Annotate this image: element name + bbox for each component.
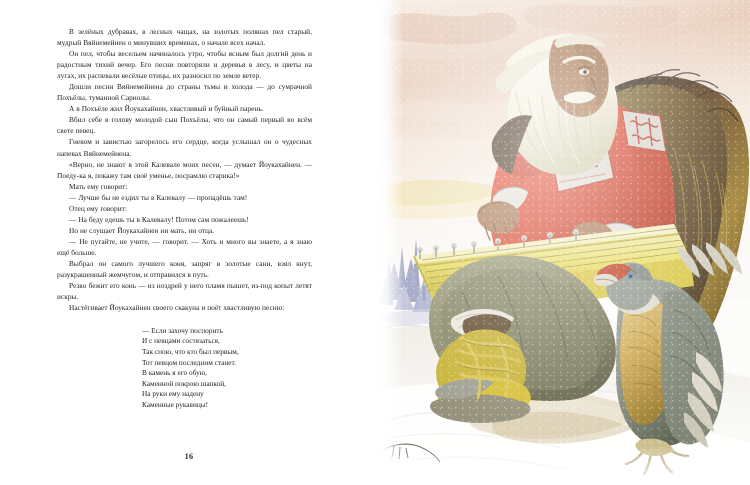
verse-line: В камень я его обую,: [142, 368, 207, 378]
verse-line: На руки ему надену: [142, 389, 204, 399]
body-text-column: [57, 26, 312, 410]
verse-line: Так спою, что кто был первым,: [142, 346, 239, 356]
paragraph: Настёгивает Йоукахайнен своего скакуна и поёт хвастливую песню:: [69, 303, 285, 313]
paragraph: Дошли песни Вяйнемейнена до страны тьмы и холода — до сумрачной Похъёлы, туманной Сариолы.: [57, 82, 312, 103]
paragraph: Выбрал он самого лучшего коня, запряг в золотые сани, взял кнут, разукрашенный жемчугом, и отправился в путь.: [57, 258, 312, 280]
verse-block: [57, 326, 312, 411]
dialogue-line: — На беду едешь ты в Калевалу! Потом сам пожалеешь!: [69, 214, 249, 224]
verse-line: Каменной покрою шапкой,: [142, 378, 226, 388]
vainamoinen-illustration: [378, 0, 750, 485]
verse-line: Каменные рукавицы!: [142, 399, 209, 409]
verse-line: — Если захочу поспорить: [142, 325, 223, 335]
dialogue-line: — Лучше бы не ездил ты в Калевалу — пропадёшь там!: [69, 192, 248, 202]
verse-line: Тот певцом последним станет.: [142, 357, 237, 367]
dialogue-line: — Не пугайте, не учите, — говорит. — Хоть и много вы знаете, а я знаю ещё больше.: [57, 236, 312, 257]
paragraph: Он пел, чтобы весельем начиналось утро, чтобы ясным был долгий день и радостным тихий вечер. Его песни повторяли и деревья в лесу, и цветы на лугах, их распевали весёлые птицы, их разносил по земле ветер.: [57, 49, 312, 81]
paragraph: Мать ему говорит:: [69, 181, 128, 191]
paragraph: А в Похъёле жил Йоукахайнен, хвастливый и буйный парень.: [69, 104, 264, 114]
paragraph: «Верно, не знают в этой Калевале моих песен, — думает Йоукахайнен. — Поеду-ка я, покажу там своё уменье, посрамлю старика!»: [57, 159, 312, 180]
paragraph: В зелёных дубравах, в лесных чащах, на золотых полянах пел старый, мудрый Вяйнемейнен о минувших временах, о начале всех начал.: [57, 27, 312, 48]
verse-line: И с певцами состязаться,: [142, 336, 220, 346]
paragraph: Гневом и завистью загорелось его сердце, когда услышал он о чудесных напевах Вяйнемейнена.: [57, 137, 312, 158]
right-illustration-page: [378, 0, 750, 485]
page-number: 16: [184, 452, 194, 461]
paragraph: Вбил себе в голову молодой сын Похъёлы, что он самый первый во всём свете певец.: [57, 115, 312, 136]
paragraph: Резво бежит его конь — из ноздрей у него пламя пышет, из-под копыт летят искры.: [57, 281, 312, 302]
paragraph: Но не слушает Йоукахайнен ни мать, ни отца.: [69, 225, 215, 235]
paragraph: Отец ему говорит:: [69, 203, 127, 213]
